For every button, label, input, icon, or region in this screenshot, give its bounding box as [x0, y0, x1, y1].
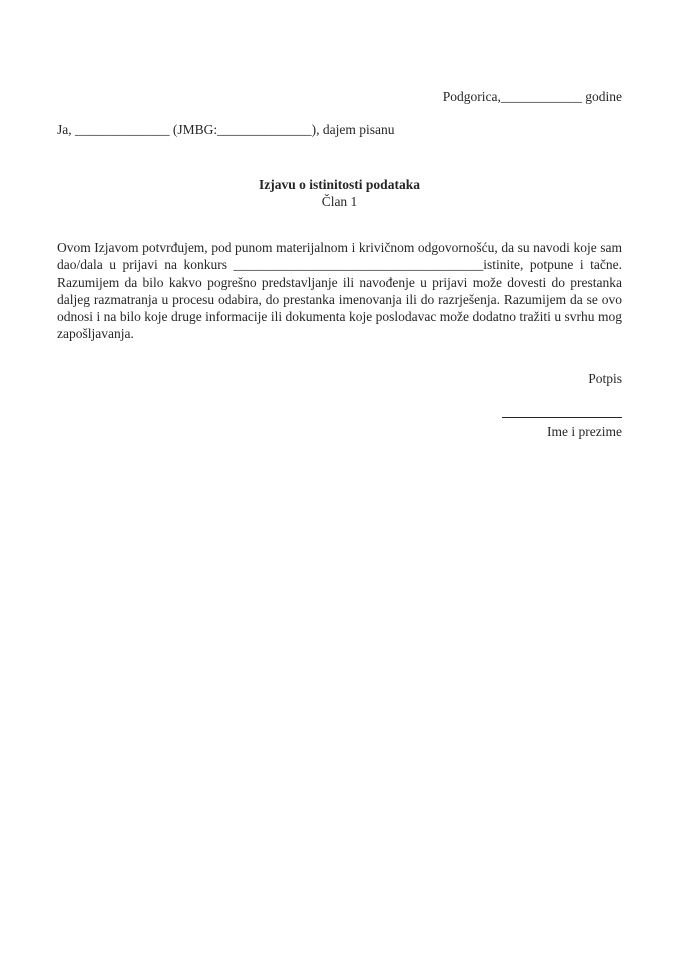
intro-line — [57, 121, 622, 138]
title-block — [57, 176, 622, 210]
intro-prefix: Ja, — [57, 122, 75, 137]
article-heading: Član 1 — [321, 194, 358, 209]
jmbg-label: (JMBG: — [169, 122, 218, 137]
body-paragraph — [57, 239, 622, 343]
signature-label: Potpis — [588, 370, 622, 386]
body-text-part1: Ovom Izjavom potvrđujem, pod punom materijalnom i krivičnom odgovornošću, da su navodi koje sam dao/dala u prijavi na konkurs — [57, 240, 622, 273]
signature-line — [502, 417, 622, 418]
date-suffix: godine — [581, 89, 622, 104]
intro-suffix: ), dajem pisanu — [311, 122, 395, 137]
document-title: Izjavu o istinitosti podataka — [259, 177, 420, 192]
signature-caption: Ime i prezime — [547, 423, 622, 439]
date-blank: ____________ — [500, 89, 582, 104]
name-blank: ______________ — [75, 122, 170, 137]
signature-block — [57, 370, 622, 440]
konkurs-blank: _____________________________________ — [233, 257, 484, 273]
body-text-part2: istinite, potpune i tačne. Razumijem da bilo kakvo pogrešno predstavljanje ili navođenje u prijavi može dovesti do prestanka daljeg razmatranja u procesu odabira, do prestanka imenovanja ili do razrješenja. Razumijem da se ovo odnosi i na bilo koje druge informacije ili dokumenta koje poslodavac može dodatno tražiti u svrhu mog zapošljavanja. — [57, 257, 622, 342]
jmbg-blank: ______________ — [217, 122, 312, 137]
city-label: Podgorica, — [442, 89, 501, 104]
date-line — [57, 88, 622, 105]
